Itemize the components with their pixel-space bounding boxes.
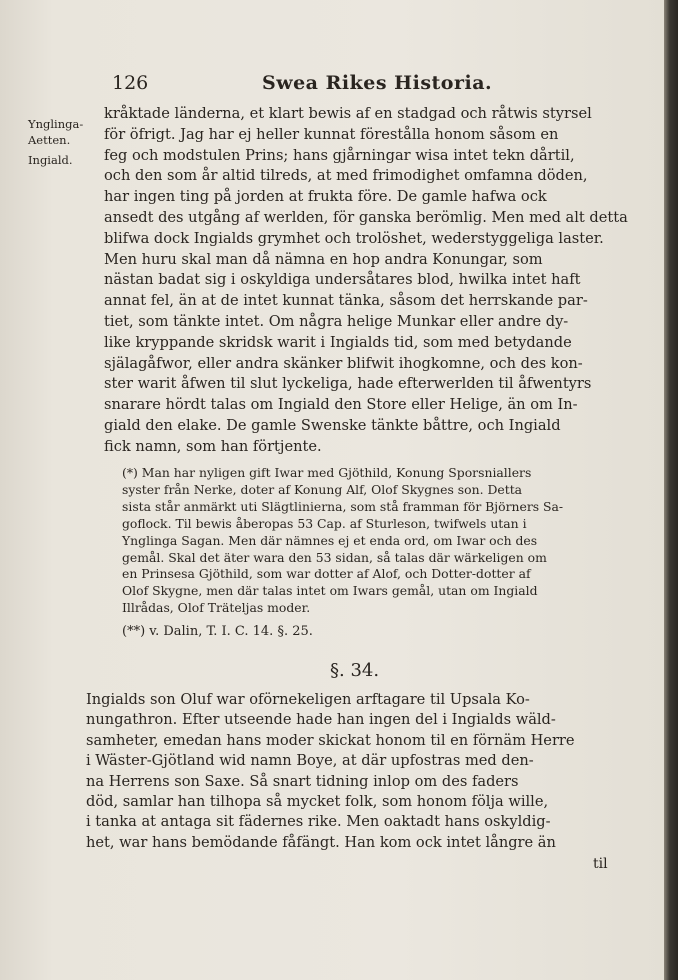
text-line: ster warit åfwen til slut lyckeliga, hade efterwerlden til åfwentyrs [104,375,592,393]
text-line: giald den elake. De gamle Swenske tänkte båttre, och Ingiald [104,416,561,434]
footnote [122,465,632,617]
footnote-line: (*) Man har nyligen gift Iwar med Gjöthild, Konung Sporsniallers [122,465,532,480]
section-text [86,690,636,853]
margin-note: Aetten. [28,133,71,147]
text-line: like kryppande skridsk warit i Ingialds tid, som med betydande [104,333,572,351]
text-line: feg och modstulen Prins; hans gjårningar wisa intet tekn dårtil, [104,146,575,164]
text-line: samheter, emedan hans moder skickat honom til en förnäm Herre [86,731,575,749]
page-header [112,72,582,98]
text-line: fick namn, som han förtjente. [104,437,322,455]
text-line: har ingen ting på jorden at frukta före. De gamle hafwa ock [104,188,547,206]
footnote-line: en Prinsesa Gjöthild, som war dotter af Alof, och Dotter-dotter af [122,566,531,582]
text-line: ansedt des utgång af werlden, för ganska berömlig. Men med alt detta [104,208,628,226]
footnote-line: goflock. Til bewis åberopas 53 Cap. af Sturleson, twifwels utan i [122,515,527,531]
text-line: död, samlar han tilhopa så mycket folk, som honom följa wille, [86,793,549,811]
text-line: i Wäster-Gjötland wid namn Boye, at där upfostras med den- [86,752,534,770]
margin-note: Ingiald. [28,153,73,167]
text-line: blifwa dock Ingialds grymhet och trolöshet, wederstyggeliga laster. [104,229,604,247]
section-heading: §. 34. [330,660,380,681]
text-line: själagåfwor, eller andra skänker blifwit ihogkomne, och des kon- [104,354,583,372]
text-line: och den som år altid tilreds, at med frimodighet omfamna döden, [104,167,588,185]
page-number: 126 [112,72,149,94]
footnote-line: syster från Nerke, doter af Konung Alf, Olof Skygnes son. Detta [122,481,523,497]
text-line: na Herrens son Saxe. Så snart tidning inlop om des faders [86,772,519,790]
text-line: het, war hans bemödande fåfängt. Han kom ock intet långre än [86,833,556,851]
footnote-reference: (**) v. Dalin, T. I. C. 14. §. 25. [122,624,313,639]
footnote-line: Ynglinga Sagan. Men där nämnes ej et enda ord, om Iwar och des [122,532,538,548]
footnote-line: gemål. Skal det äter wara den 53 sidan, så talas där wärkeligen om [122,549,547,565]
text-line: tiet, som tänkte intet. Om några helige Munkar eller andre dy- [104,312,569,330]
text-line: Men huru skal man då nämna en hop andra Konungar, som [104,250,543,268]
text-line: Ingialds son Oluf war oförnekeligen arftagare til Upsala Ko- [86,691,530,708]
text-line: i tanka at antaga sit fädernes rike. Men oaktadt hans oskyldig- [86,813,551,831]
text-line: kråktade länderna, et klart bewis af en stadgad och råtwis styrsel [104,105,592,122]
running-title: Swea Rikes Historia. [262,72,493,94]
text-line: snarare hördt talas om Ingiald den Store eller Helige, än om In- [104,396,578,414]
text-line: annat fel, än at de intet kunnat tänka, såsom det herrskande par- [104,292,588,310]
text-line: nungathron. Efter utseende hade han ingen del i Ingialds wäld- [86,711,556,729]
page-edge [664,0,678,980]
footnote-line: sista står anmärkt uti Slägtlinierna, som stå framman för Björners Sa- [122,498,564,514]
text-line: nästan badat sig i oskyldiga undersåtares blod, hwilka intet haft [104,271,581,289]
body-text [104,104,642,458]
catchword: til [593,856,608,872]
footnote-line: Illrådas, Olof Träteljas moder. [122,600,311,616]
margin-note: Ynglinga- [28,117,84,131]
footnote-line: Olof Skygne, men där talas intet om Iwars gemål, utan om Ingiald [122,583,538,599]
text-line: för öfrigt. Jag har ej heller kunnat förestålla honom såsom en [104,125,559,143]
